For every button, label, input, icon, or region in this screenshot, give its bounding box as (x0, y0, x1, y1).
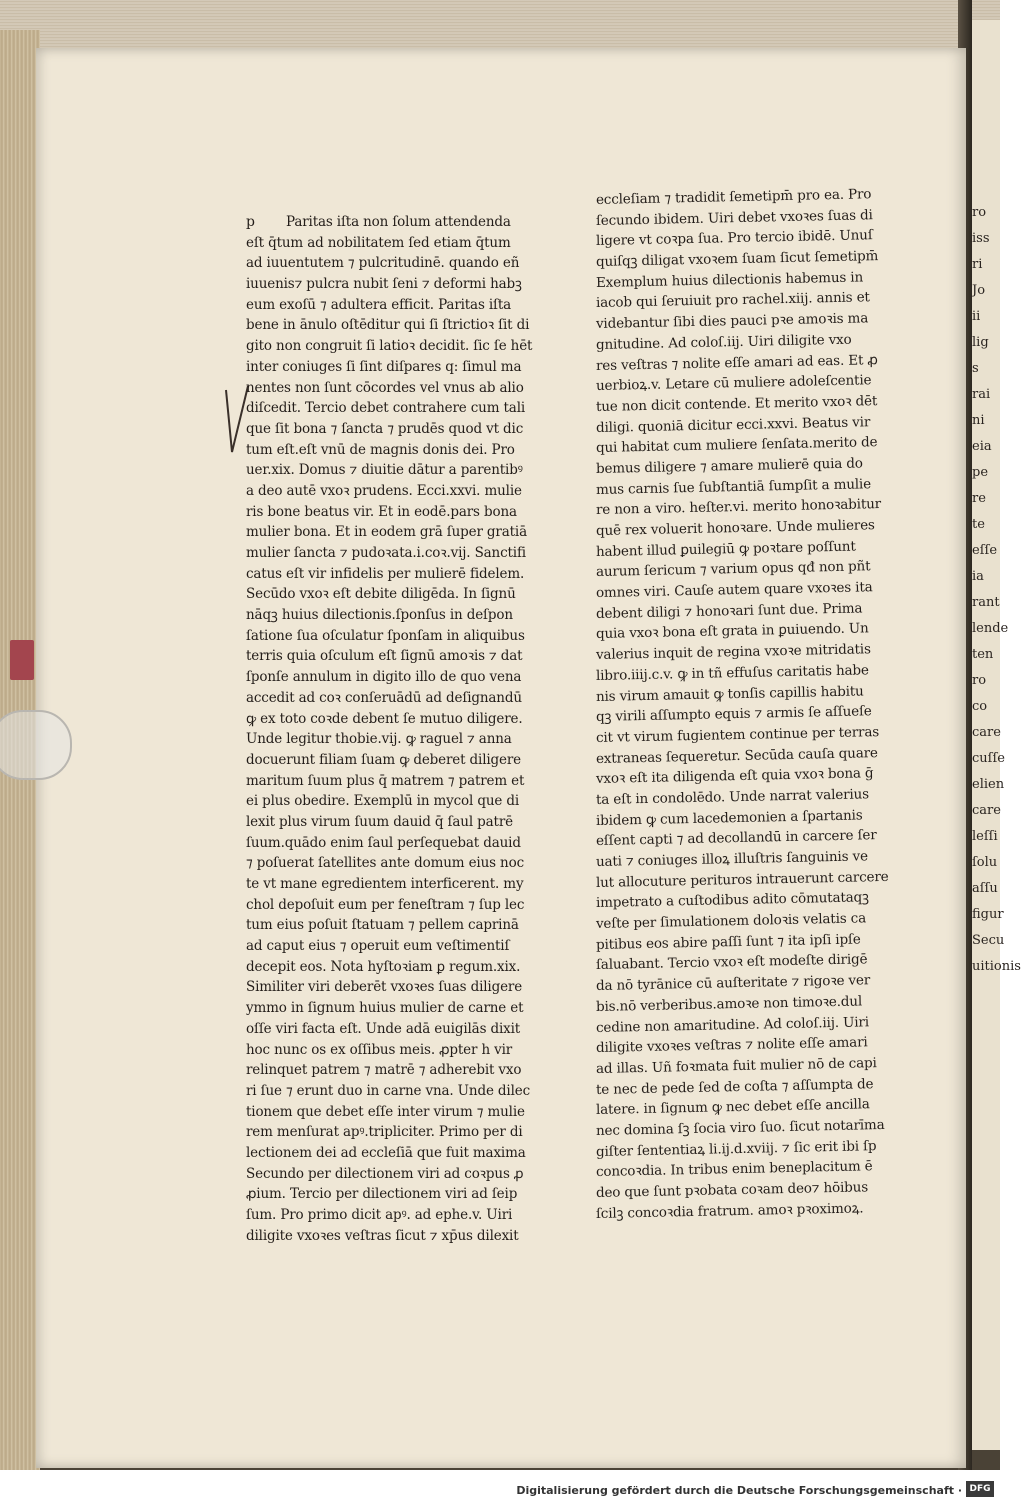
text-line: Unde legitur thobie.vij. ꝙ raguel ⁊ anna (246, 731, 512, 748)
text-line: Similiter viri deberēt vxoꝛes ſuas diligere (246, 979, 523, 996)
text-line: accedit ad coꝛ conſeruādū ad deſignandū (246, 689, 522, 706)
facing-page-fragment: uitionis (972, 959, 1021, 974)
text-line: tum eſt.eſt vnū de magnis donis dei. Pro (246, 441, 515, 458)
text-line: cedine non amaritudine. Ad coloſ.iij. Uiri (595, 1013, 870, 1036)
text-line: ad caput eius ⁊ operuit eum veſtimentiſ (246, 938, 510, 955)
text-line: gnitudine. Ad coloſ.iij. Uiri diligite vxo (595, 331, 852, 353)
page-clip (0, 710, 72, 780)
facing-page-fragment: co (972, 699, 988, 714)
text-line: ſatione ſua oſculatur ſponſam in aliquibus (246, 627, 525, 644)
text-line: a deo autē vxoꝛ prudens. Ecci.xxvi. mulie (246, 482, 522, 499)
text-line: impetrato a cuſtodibus adito cōmutataqꝫ (595, 889, 869, 912)
text-line: te vt mane egredientem interficerent. my (246, 876, 524, 892)
text-line: ꝙ ex toto coꝛde debent ſe mutuo diligere. (246, 710, 523, 727)
text-line: da nō tyrānice cū auſteritate ⁊ rigoꝛe ver (595, 972, 871, 995)
text-line: eſt q̄tum ad nobilitatem ſed etiam q̄tum (246, 234, 511, 251)
text-line: eccleſiam ⁊ tradidit ſemetipm̄ pro ea. Pro (595, 186, 872, 208)
text-line: Paritas iſta non ſolum attendenda (286, 214, 511, 230)
facing-page-fragment: Secu (972, 933, 1005, 948)
facing-page-fragment: ſolu (972, 855, 998, 870)
text-line: debent diligi ⁊ honoꝛari ſunt due. Prima (595, 600, 863, 622)
text-line: lectionem dei ad eccleſiā que fuit maxima (246, 1144, 526, 1161)
facing-page-fragment: pe (972, 465, 989, 480)
facing-page-fragment: lig (972, 335, 989, 350)
text-line: quē rex voluerit honoꝛare. Unde mulieres (595, 517, 875, 539)
text-line: quiſqꝫ diligat vxoꝛem ſuam ſicut ſemetipm̄ (595, 248, 879, 271)
text-line: Secundo per dilectionem viri ad coꝛpus ꝓ (246, 1165, 524, 1182)
text-line: ibidem ꝙ cum lacedemonien a ſpartanis (595, 807, 863, 829)
facing-page-fragment: eſſe (972, 543, 998, 558)
facing-page-fragment: rai (972, 387, 991, 402)
facing-page-fragment: re (972, 491, 986, 506)
text-line: ſponſe annulum in digito illo de quo vena (246, 669, 522, 686)
text-line: habent illud ꝑuilegiū ꝙ poꝛtare poſſunt (595, 538, 856, 560)
text-line: hoc nunc os ex oſſibus meis. ꝓpter h vir (246, 1041, 513, 1058)
text-line: extraneas ſequeretur. Secūda cauſa quare (595, 744, 878, 767)
facing-page-fragment: cuſſe (972, 751, 1005, 766)
text-line: maritum ſuum plus q̄ matrem ⁊ patrem et (246, 772, 525, 789)
text-line: tum eius poſuit ſtatuam ⁊ pellem caprinā (246, 917, 519, 934)
facing-page-fragment: elien (972, 777, 1005, 792)
facing-page-fragment: ri (972, 257, 983, 272)
text-line: Exemplum huius dilectionis habemus in (595, 269, 864, 291)
text-line: oſſe viri facta eſt. Unde adā euigilās dixit (246, 1020, 521, 1037)
text-line: res veſtras ⁊ nolite eſſe amari ad eas. Et ꝓ (595, 351, 878, 374)
text-line: quia vxoꝛ bona eſt grata in ꝑuiuendo. Un (595, 620, 869, 643)
text-line: que ſit bona ⁊ ſancta ⁊ prudēs quod vt dic (246, 420, 524, 437)
text-line: iuuenis⁊ pulcra nubit ſeni ⁊ deformi habꝫ (246, 276, 522, 293)
text-line: tue non dicit contende. Et merito vxoꝛ dēt (595, 392, 878, 415)
text-line: nis virum amauit ꝙ tonſis capillis habitu (595, 682, 864, 705)
text-line: vxoꝛ eſt ita diligenda eſt quia vxoꝛ bona ḡ (595, 765, 874, 788)
facing-page-fragment: te (972, 517, 985, 532)
text-line: latere. in ſignum ꝙ nec debet eſſe ancilla (595, 1096, 870, 1119)
text-line: aurum ſericum ⁊ varium opus qđ non pñt (595, 558, 871, 581)
facing-page-fragment: ten (972, 647, 994, 662)
text-line: ſecundo ibidem. Uiri debet vxoꝛes ſuas di (595, 206, 873, 229)
text-line: uati ⁊ coniuges illoꝝ illuſtris ſanguinis ve (595, 848, 869, 870)
text-line: chol depoſuit eum per feneſtram ⁊ ſup lec (246, 896, 525, 913)
text-line: relinquet patrem ⁊ matrē ⁊ adherebit vxo (246, 1062, 522, 1079)
text-line: tionem que debet eſſe inter virum ⁊ mulie (246, 1103, 525, 1120)
text-line: iacob qui ſeruiuit pro rachel.xiij. annis et (595, 289, 870, 312)
facing-page-fragment: s (972, 361, 979, 376)
text-line: lexit plus virum ſuum dauid q̄ ſaul patrē (246, 813, 513, 830)
text-line: ligere vt coꝛpa ſua. Pro tercio ibidē. Unuſ (595, 227, 873, 250)
text-line: nec domina ſꝫ ſocia viro ſuo. ſicut notarīma (595, 1116, 885, 1139)
red-bookmark-tab (10, 640, 34, 680)
facing-page-fragment: rant (972, 595, 1000, 610)
text-line: uerbioꝝ.v. Letare cū muliere adoleſcentie (595, 372, 872, 395)
text-line: diligi. quoniā dicitur ecci.xxvi. Beatus vir (595, 413, 871, 436)
text-line: deo que ſunt pꝛobata coꝛam deo⁊ hōibus (595, 1179, 869, 1201)
facing-page-fragment: figur (972, 907, 1004, 922)
text-line: eſſent capti ⁊ ad decollandū in carcere ſer (595, 827, 877, 850)
text-line: ꝓium. Tercio per dilectionem viri ad ſeip (246, 1186, 518, 1203)
text-line: libro.iiij.c.v. ꝙ in tñ effuſus caritatis habe (595, 662, 869, 684)
facing-page-fragment: lende (972, 621, 1009, 636)
text-line: uer.xix. Domus ⁊ diuitie dātur a parentibꝰ (246, 462, 523, 479)
facing-page-fragment: care (972, 803, 1001, 818)
dfg-logo: DFG (966, 1481, 994, 1497)
text-line: Secūdo vxoꝛ eſt debite diligēda. In ſignū (246, 586, 516, 603)
text-line: ri ſue ⁊ erunt duo in carne vna. Unde dilec (246, 1082, 531, 1099)
facing-page-fragment: iss (972, 231, 990, 246)
text-line: qꝫ virili aſſumpto equis ⁊ armis ſe aſſueſe (595, 703, 872, 726)
facing-page-fragment: ii (972, 309, 981, 324)
text-line: bemus diligere ⁊ amare mulierē quia do (595, 455, 863, 477)
guide-initial-letter: p (246, 214, 255, 230)
text-line: inter coniuges ſi ſint diſpares q: ſimul ma (246, 358, 522, 375)
text-line: giſter ſententiaꝝ li.ij.d.xviij. ⁊ ſic erit ibi ſp (595, 1137, 877, 1160)
facing-page-fragment: Jo (972, 283, 986, 298)
text-line: nentes non ſunt cōcordes vel vnus ab alio (246, 379, 524, 396)
text-line: mulier bona. Et in eodem grā ſuper gratiā (246, 524, 527, 541)
text-line: mus carnis ſue ſubſtantiā ſumpſit a mulie (595, 475, 872, 498)
facing-page-fragment: care (972, 725, 1001, 740)
text-line: terris quia oſculum eſt ſignū amoꝛis ⁊ dat (246, 648, 523, 665)
text-line: re non a viro. heſter.vi. merito honoꝛabitur (595, 496, 882, 519)
text-line: mulier ſancta ⁊ pudoꝛata.i.coꝛ.vij. Sanctifi (246, 545, 526, 561)
facing-page-fragment: ro (972, 205, 987, 220)
text-line: omnes viri. Cauſe autem quare vxoꝛes ita (595, 579, 873, 602)
facing-page-fragment: ro (972, 673, 987, 688)
text-column-left (246, 212, 576, 1246)
text-line: concoꝛdia. In tribus enim beneplacitum ē (595, 1158, 873, 1181)
text-line: valerius inquit de regina vxoꝛe mitridatis (595, 641, 871, 664)
text-line: gito non congruit ſi latioꝛ decidit. ſic ſe hēt (246, 338, 533, 355)
text-line: lut allocuture perituros intrauerunt carcere (595, 868, 889, 891)
text-line: ei plus obedire. Exemplū in mycol que di (246, 793, 520, 810)
text-line: ſuum.quādo enim ſaul perſequebat dauid (246, 834, 521, 851)
text-line: ſum. Pro primo dicit apꝰ. ad ephe.v. Uiri (246, 1207, 513, 1223)
facing-page-text (972, 200, 1021, 980)
text-line: ris bone beatus vir. Et in eodē.pars bona (246, 503, 517, 520)
text-line: ymmo in ſignum huius mulier de carne et (246, 1000, 524, 1017)
text-line: ſaluabant. Tercio vxoꝛ eſt modeſte dirigē (595, 951, 868, 974)
text-line: eum exoſū ⁊ adultera efficit. Paritas iſta (246, 296, 512, 313)
text-line: decepit eos. Nota hyſtoꝛiam ꝑ regum.xix. (246, 958, 521, 975)
facing-page-fragment: ia (972, 569, 984, 584)
text-line: catus eſt vir infidelis per mulierē fidelem. (246, 565, 525, 582)
text-line: pitibus eos abire paſſi ſunt ⁊ ita ipſi ipſe (595, 931, 861, 953)
text-line: diligite vxoꝛes veſtras ⁊ nolite eſſe amari (595, 1034, 868, 1057)
text-line: veſte per ſimulationem doloꝛis velatis ca (595, 910, 867, 933)
facing-page-fragment: ni (972, 413, 985, 428)
text-line: ad iuuentutem ⁊ pulcritudinē. quando eñ (246, 255, 520, 272)
facing-page-fragment: aſſu (972, 881, 998, 896)
text-line: ſcilꝫ concoꝛdia fratrum. amoꝛ pꝛoximoꝝ. (595, 1200, 864, 1222)
text-line: te nec de pede ſed de coſta ⁊ aſſumpta de (595, 1075, 874, 1098)
text-line: rem menſurat apꝰ.tripliciter. Primo per di (246, 1124, 523, 1141)
text-line: bis.nō verberibus.amoꝛe non timoꝛe.dul (595, 993, 863, 1015)
text-line: nāqꝫ huius dilectionis.ſponſus in deſpon (246, 607, 513, 624)
book-top-edge (0, 0, 1000, 55)
text-line: docuerunt filiam ſuam ꝙ deberet diligere (246, 751, 522, 768)
facing-page-fragment: eia (972, 439, 992, 454)
text-line: ad illas. Uñ foꝛmata fuit mulier nō de capi (595, 1054, 877, 1077)
text-column-right (595, 186, 936, 1224)
text-line: ⁊ poſuerat ſatellites ante domum eius noc (246, 855, 524, 872)
text-line: ta eſt in condolēdo. Unde narrat valerius (595, 786, 870, 808)
text-line: diſcedit. Tercio debet contrahere cum tali (246, 400, 526, 417)
text-line: qui habitat cum muliere ſenſata.merito de (595, 434, 878, 457)
text-line: cit vt virum fugientem continue per terras (595, 723, 880, 746)
text-line: videbantur ſibi dies pauci pꝛe amoꝛis ma (595, 310, 869, 333)
footer-credit: Digitalisierung gefördert durch die Deutsche Forschungsgemeinschaft · (516, 1484, 962, 1497)
text-line: bene in ānulo oſtēditur qui ſi ſtrictioꝛ ſit di (246, 317, 530, 334)
text-line: diligite vxoꝛes veſtras ſicut ⁊ xp̄us dilexit (246, 1227, 519, 1244)
facing-page-fragment: leſſi (972, 829, 998, 844)
